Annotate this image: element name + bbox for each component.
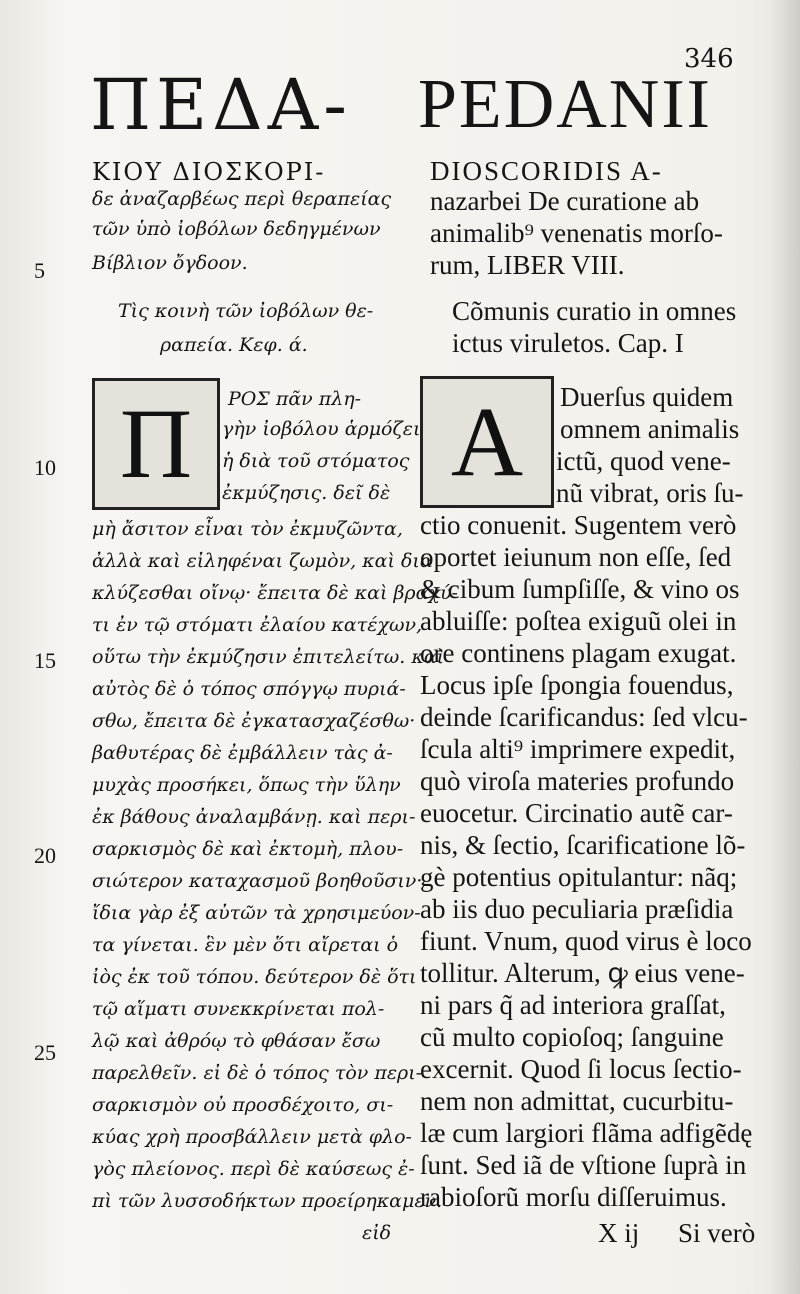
latin-catchword: Si verò	[678, 1218, 756, 1248]
latin-text-line: & cibum ſumpſiſſe, & vino os	[420, 574, 740, 604]
latin-text-line: rabioſorũ morſu diſſeruimus.	[420, 1182, 727, 1212]
margin-number: 10	[34, 455, 56, 480]
latin-text-line: nem non admittat, cucurbitu-	[420, 1086, 734, 1116]
greek-text-line: κύας χρὴ προσβάλλειν μετὰ φλο-	[92, 1126, 412, 1148]
greek-chapter-heading: Τὶς κοινὴ τῶν ἰοβόλων θε-	[118, 300, 374, 322]
latin-text-line: ſcula alti⁹ imprimere expedit,	[420, 734, 736, 764]
greek-title-line: Βίβλιον ὄγδοον.	[92, 252, 248, 274]
latin-text-line: oportet ieiunum non eſſe, ſed	[420, 542, 732, 572]
latin-title-line: nazarbei De curatione ab	[430, 186, 700, 216]
greek-text-line: αὐτὸς δὲ ὁ τόπος σπόγγῳ πυριά-	[92, 678, 406, 700]
greek-text-line: οὕτω τὴν ἐκμύζησιν ἐπιτελείτω. καὶ	[92, 646, 445, 668]
greek-text-line: ΡΟΣ πᾶν πλη-	[228, 388, 362, 410]
greek-text-line: μυχὰς προσήκει, ὅπως τὴν ὕλην	[92, 774, 401, 796]
latin-text-line: abluiſſe: poſtea exiguũ olei in	[420, 606, 737, 636]
margin-number: 25	[34, 1040, 56, 1065]
greek-text-line: ἐκ βάθους ἀναλαμβάνῃ. καὶ περι-	[92, 806, 416, 828]
greek-text-line: μὴ ἄσιτον εἶναι τὸν ἐκμυζῶντα,	[92, 518, 403, 540]
greek-text-line: γὸς πλείονος. περὶ δὲ καύσεως ἐ-	[92, 1158, 415, 1180]
latin-text-line: excernit. Quod ſi locus ſectio-	[420, 1054, 742, 1084]
latin-text-line: Locus ipſe ſpongia fouendus,	[420, 670, 734, 700]
latin-text-line: tollitur. Alterum, ꝙ eius vene-	[420, 958, 745, 988]
greek-text-line: παρελθεῖν. εἰ δὲ ὁ τόπος τὸν περι-	[92, 1062, 423, 1084]
page-number: 346	[684, 44, 734, 74]
greek-initial-letter: Π	[119, 388, 193, 499]
greek-text-line: ἀλλὰ καὶ εἰληφέναι ζωμὸν, καὶ δια	[92, 550, 433, 572]
latin-text-line: nũ vibrat, oris ſu-	[556, 478, 744, 508]
latin-text-line: deinde ſcarificandus: ſed vlcu-	[420, 702, 748, 732]
greek-decorated-initial	[92, 378, 220, 510]
greek-text-line: πὶ τῶν λυσσοδήκτων προείρηκαμεν.	[92, 1190, 443, 1212]
greek-text-line: τα γίνεται. ἓν μὲν ὅτι αἴρεται ὁ	[92, 934, 399, 956]
greek-text-line: λῷ καὶ ἀθρόῳ τὸ φθάσαν ἔσω	[92, 1030, 381, 1052]
latin-text-line: Duerſus quidem	[560, 382, 734, 412]
latin-chapter-heading: ictus viruletos. Cap. I	[452, 328, 684, 358]
greek-text-line: ἰὸς ἐκ τοῦ τόπου. δεύτερον δὲ ὅτι	[92, 966, 417, 988]
greek-text-line: κλύζεσθαι οἴνῳ· ἔπειτα δὲ καὶ βραχύ-	[92, 582, 458, 604]
latin-initial-letter: A	[450, 386, 524, 497]
latin-text-line: gè potentius opitulantur: nãq;	[420, 862, 738, 892]
greek-title-line: ΚΙΟΥ ΔΙΟΣΚΟΡΙ-	[92, 158, 326, 186]
greek-catchword: εἰδ	[362, 1222, 392, 1244]
latin-text-line: quò viroſa materies profundo	[420, 766, 735, 796]
latin-text-line: fiunt. Vnum, quod virus è loco	[420, 926, 752, 956]
latin-text-line: ſunt. Sed iã de vſtione ſuprà in	[420, 1150, 747, 1180]
latin-title-line: animalib⁹ venenatis morſo-	[430, 218, 723, 248]
margin-number: 5	[34, 258, 45, 283]
greek-chapter-heading: ραπεία. Κεφ. ά.	[160, 334, 308, 356]
greek-title-line: δε ἀναζαρβέως περὶ θεραπείας	[92, 188, 392, 210]
latin-chapter-heading: Cõmunis curatio in omnes	[452, 296, 737, 326]
greek-text-line: σιώτερον καταχασμοῦ βοηθοῦσιν·	[92, 870, 423, 892]
latin-text-line: cũ multo copioſoq; ſanguine	[420, 1022, 724, 1052]
greek-text-line: σαρκισμὸν οὐ προσδέχοιτο, σι-	[92, 1094, 394, 1116]
greek-text-line: σαρκισμὸς δὲ καὶ ἐκτομὴ, πλου-	[92, 838, 404, 860]
margin-number: 20	[34, 843, 56, 868]
latin-text-line: ni pars q̃ ad interiora graſſat,	[420, 990, 726, 1020]
greek-text-line: ἴδια γὰρ ἐξ αὐτῶν τὰ χρησιμεύον-	[92, 902, 421, 924]
greek-text-line: γὴν ἰοβόλου ἁρμόζει	[222, 418, 421, 440]
latin-text-line: nis, & ſectio, ſcarificatione lõ-	[420, 830, 746, 860]
signature-mark: X ij	[598, 1218, 640, 1248]
greek-text-line: ἡ διὰ τοῦ στόματος	[222, 450, 410, 472]
latin-text-line: omnem animalis	[560, 414, 740, 444]
latin-text-line: læ cum largiori flãma adfigẽdę	[420, 1118, 753, 1148]
greek-running-title: ΠΕΔΑ-	[90, 64, 352, 146]
latin-running-title: PEDANII	[418, 66, 712, 143]
greek-text-line: τι ἐν τῷ στόματι ἐλαίου κατέχων,	[92, 614, 423, 636]
latin-text-line: ore continens plagam exugat.	[420, 638, 737, 668]
latin-text-line: ab iis duo peculiaria præſidia	[420, 894, 734, 924]
greek-text-line: ἐκμύζησις. δεῖ δὲ	[222, 482, 391, 504]
latin-title-line: rum, LIBER VIII.	[430, 250, 625, 280]
latin-text-line: ctio conuenit. Sugentem verò	[420, 510, 737, 540]
latin-title-line: DIOSCORIDIS A-	[430, 156, 663, 186]
latin-decorated-initial	[420, 376, 554, 508]
greek-text-line: βαθυτέρας δὲ ἐμβάλλειν τὰς ἀ-	[92, 742, 393, 764]
latin-text-line: euocetur. Circinatio autẽ car-	[420, 798, 733, 828]
greek-text-line: τῷ αἵματι συνεκκρίνεται πολ-	[92, 998, 385, 1020]
latin-text-line: ictũ, quod vene-	[556, 446, 731, 476]
page-gutter-shadow	[770, 0, 800, 1294]
greek-title-line: τῶν ὑπὸ ἰοβόλων δεδηγμένων	[92, 218, 381, 240]
margin-number: 15	[34, 648, 56, 673]
greek-text-line: σθω, ἔπειτα δὲ ἐγκατασχαζέσθω·	[92, 710, 416, 732]
